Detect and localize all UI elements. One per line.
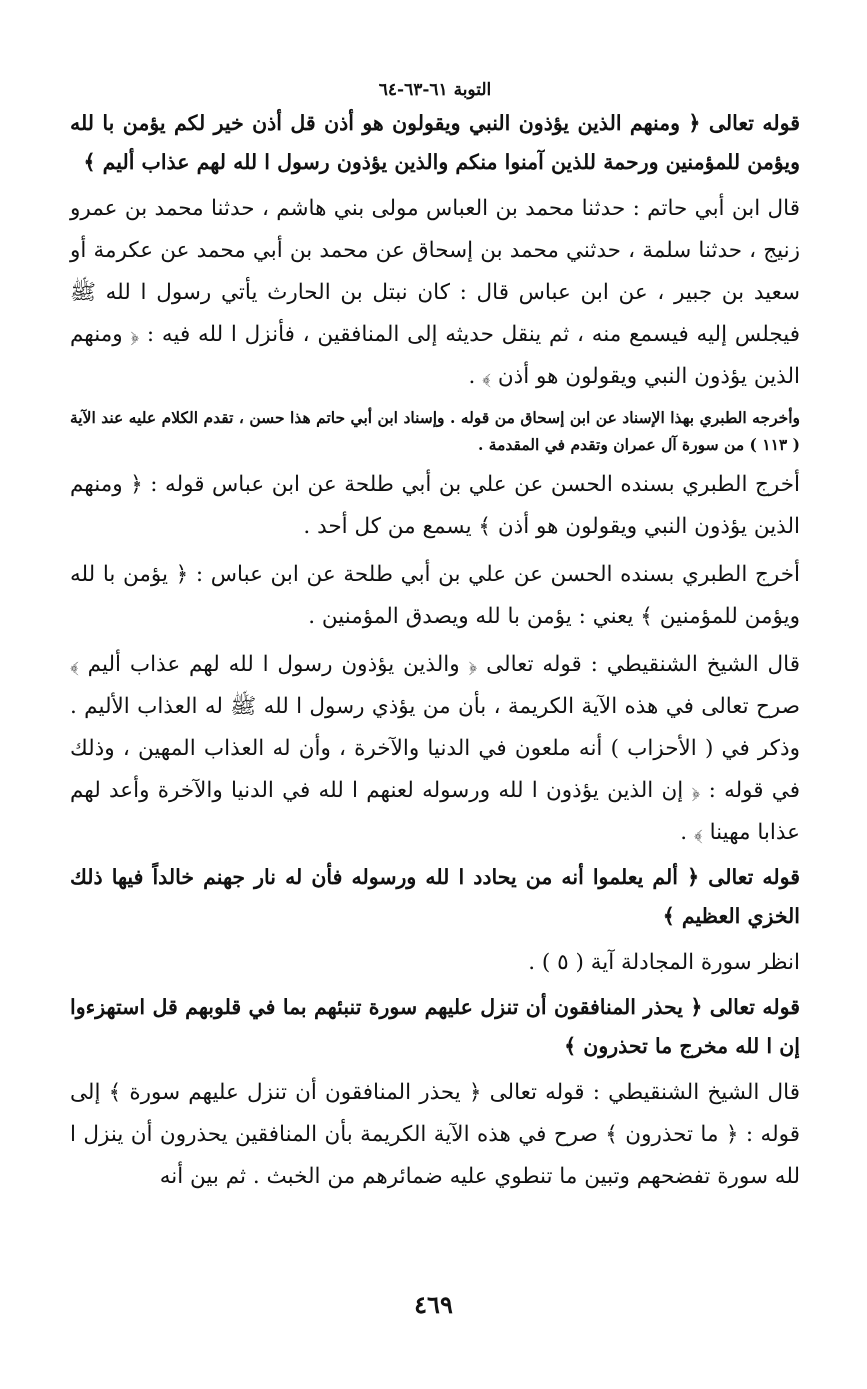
verse-heading-63: قوله تعالى ﴿ ألم يعلموا أنه من يحادد ا لله ورسوله فأن له نار جهنم خالداً فيها ذلك الخزي العظيم ﴾ [70, 865, 800, 928]
page-number: ٤٦٩ [414, 1290, 453, 1319]
commentary-shinqiti-1: قال الشيخ الشنقيطي : قوله تعالى ﴿ والذين يؤذون رسول ا لله لهم عذاب أليم ﴾ صرح تعالى في هذه الآية الكريمة ، بأن من يؤذي رسول ا لله ﷺ له العذاب الأليم . وذكر في ( الأحزاب ) أنه ملعون في الدنيا والآخرة ، وأن له العذاب المهين ، وذلك في قوله : ﴿ إن الذين يؤذون ا لله ورسوله لعنهم ا لله في الدنيا والآخرة وأعد لهم عذابا مهينا ﴾ . [70, 652, 800, 845]
running-header: التوبة ٦١-٦٣-٦٤ [378, 80, 492, 100]
isnad-note: وأخرجه الطبري بهذا الإسناد عن ابن إسحاق من قوله . وإسناد ابن أبي حاتم هذا حسن ، تقدم الكلام عليه عند الآية ( ١١٣ ) من سورة آل عمران وتقدم في المقدمة . [70, 408, 800, 454]
verse-heading-64: قوله تعالى ﴿ يحذر المنافقون أن تنزل عليهم سورة تنبئهم بما في قلوبهم قل استهزءوا إن ا لله مخرج ما تحذرون ﴾ [70, 995, 800, 1058]
commentary-tabari-1: أخرج الطبري بسنده الحسن عن علي بن أبي طلحة عن ابن عباس قوله : ﴿ ومنهم الذين يؤذون النبي ويقولون هو أذن ﴾ يسمع من كل أحد . [70, 472, 800, 539]
verse-heading-61: قوله تعالى ﴿ ومنهم الذين يؤذون النبي ويقولون هو أذن قل أذن خير لكم يؤمن با لله ويؤمن للمؤمنين ورحمة للذين آمنوا منكم والذين يؤذون رسول ا لله لهم عذاب أليم ﴾ [70, 111, 800, 174]
commentary-shinqiti-2: قال الشيخ الشنقيطي : قوله تعالى ﴿ يحذر المنافقون أن تنزل عليهم سورة ﴾ إلى قوله : ﴿ ما تحذرون ﴾ صرح في هذه الآية الكريمة بأن المنافقين يحذرون أن ينزل ا لله سورة تفضحهم وتبين ما تنطوي عليه ضمائرهم من الخبث . ثم بين أنه [70, 1080, 800, 1189]
commentary-ibn-abi-hatim: قال ابن أبي حاتم : حدثنا محمد بن العباس مولى بني هاشم ، حدثنا محمد بن عمرو زنيج ، حدثنا سلمة ، حدثني محمد بن إسحاق عن محمد بن أبي محمد عن عكرمة أو سعيد بن جبير ، عن ابن عباس قال : كان نبتل بن الحارث يأتي رسول ا لله ﷺ فيجلس إليه فيسمع منه ، ثم ينقل حديثه إلى المنافقين ، فأنزل ا لله فيه : ﴿ ومنهم الذين يؤذون النبي ويقولون هو أذن ﴾ . [70, 196, 800, 389]
cross-reference: انظر سورة المجادلة آية ( ٥ ) . [528, 950, 800, 975]
commentary-tabari-2: أخرج الطبري بسنده الحسن عن علي بن أبي طلحة عن ابن عباس : ﴿ يؤمن با لله ويؤمن للمؤمنين ﴾ يعني : يؤمن با لله ويصدق المؤمنين . [70, 562, 800, 629]
page-text-block [70, 80, 800, 1198]
